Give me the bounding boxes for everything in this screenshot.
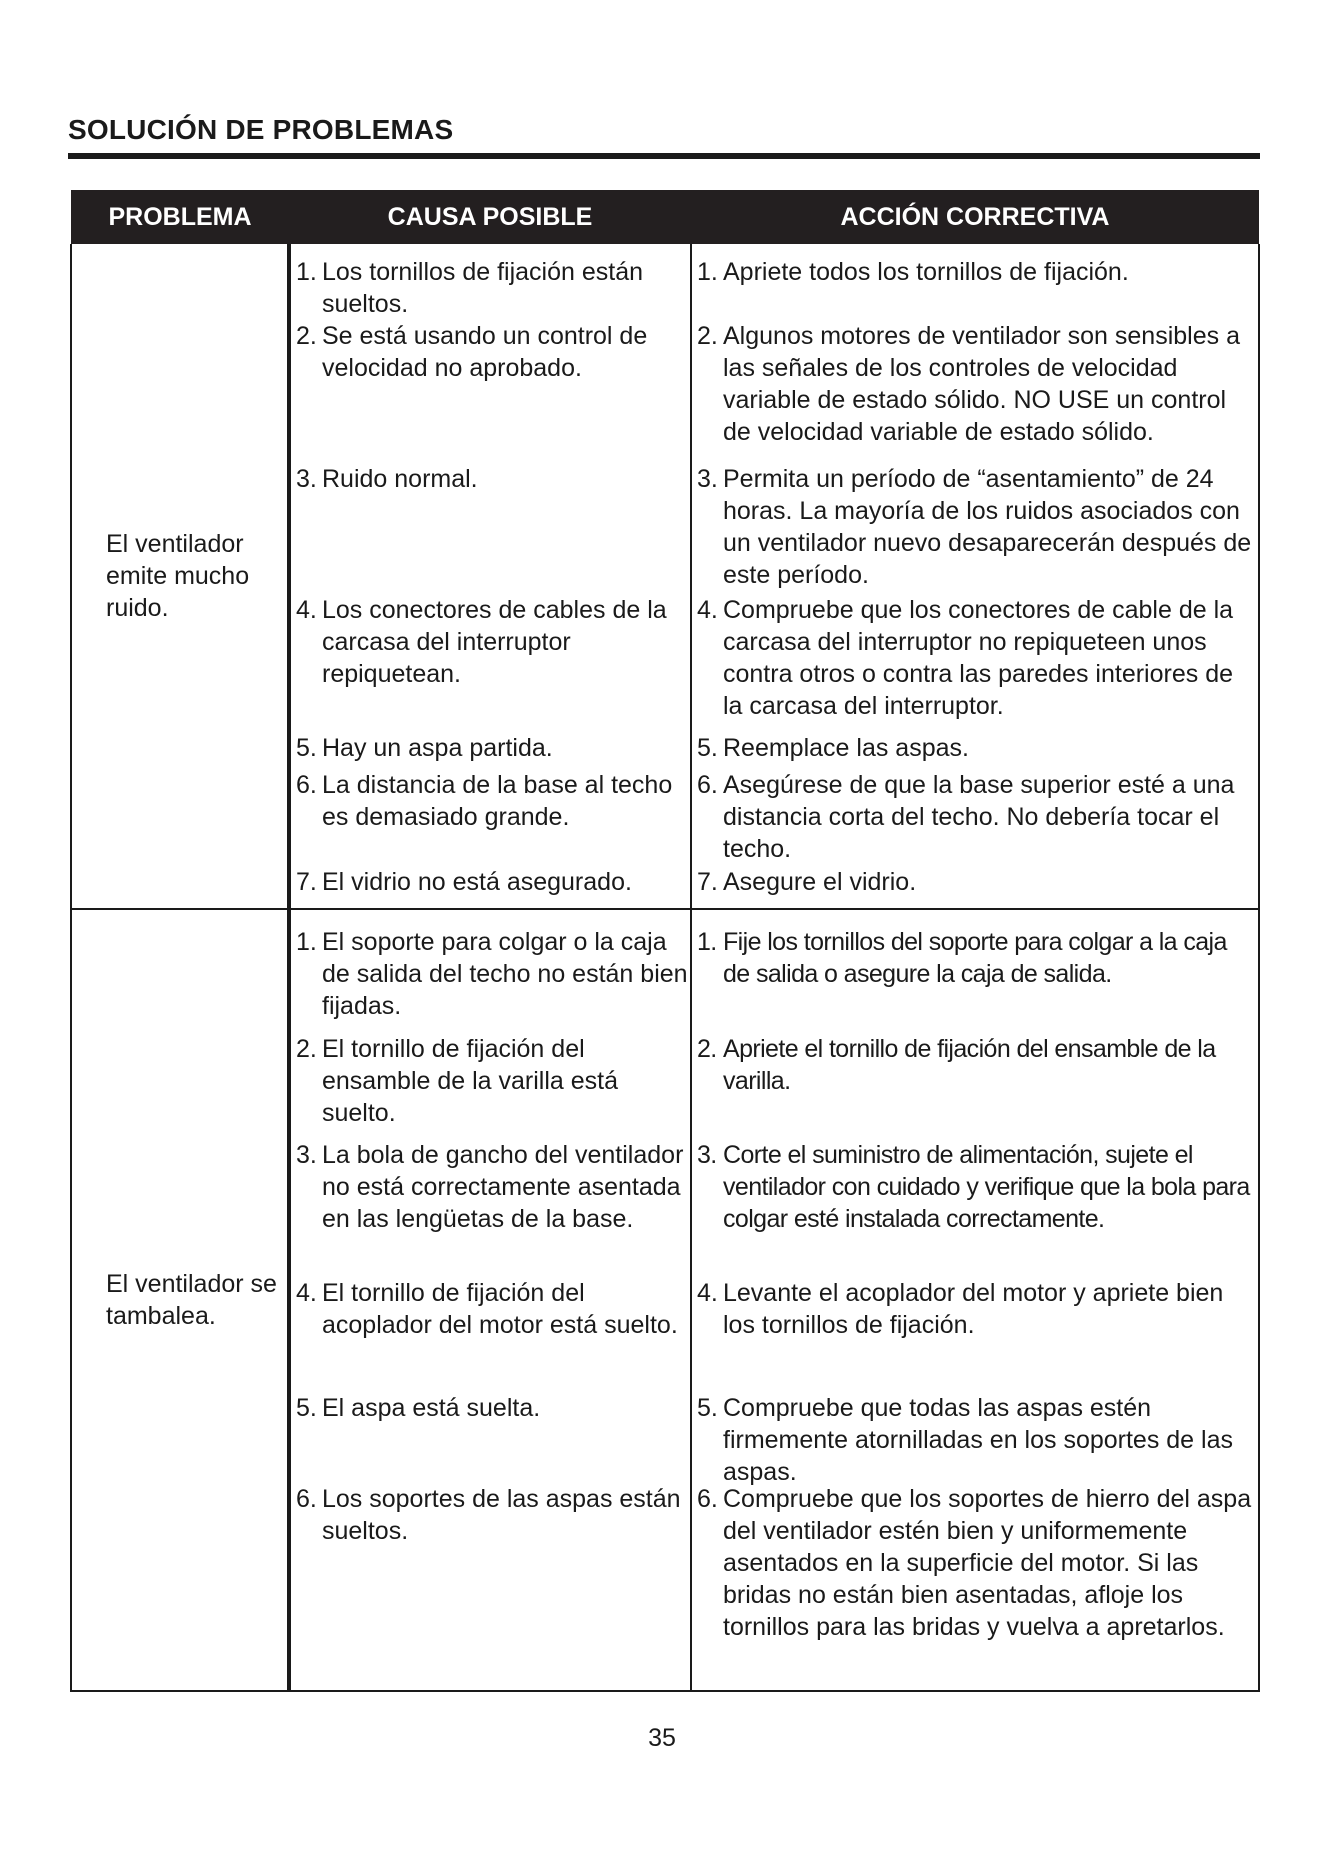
cause-cell (289, 244, 691, 909)
item-text: El vidrio no está asegurado. (322, 868, 632, 896)
item-text: El aspa está suelta. (322, 1394, 541, 1422)
list-item (692, 1033, 1258, 1139)
item-number: 1. (296, 258, 317, 286)
item-number: 2. (296, 1035, 317, 1063)
item-text: Apriete el tornillo de fijación del ensamble de la varilla. (723, 1035, 1216, 1095)
list-item (291, 1139, 690, 1277)
item-number: 6. (296, 771, 317, 799)
item-number: 4. (697, 596, 718, 624)
item-number: 4. (697, 1279, 718, 1307)
item-text: Hay un aspa partida. (322, 734, 553, 762)
item-number: 5. (296, 1394, 317, 1422)
item-text: Asegure el vidrio. (723, 868, 917, 896)
item-number: 3. (296, 1141, 317, 1169)
list-item (692, 320, 1258, 463)
item-text: Compruebe que los soportes de hierro del aspa del ventilador estén bien y uniformemente asentados en la superficie del motor. Si las bridas no están bien asentadas, afloje los tornillos para las bridas y vuelva a apretarlos. (723, 1485, 1252, 1641)
header-accion-correctiva: ACCIÓN CORRECTIVA (691, 190, 1259, 244)
page-number: 35 (648, 1724, 676, 1752)
list-item (692, 732, 1258, 769)
list-item (692, 1483, 1258, 1676)
list-item (291, 594, 690, 732)
item-text: Reemplace las aspas. (723, 734, 969, 762)
problem-cell (71, 909, 289, 1691)
list-item (291, 1277, 690, 1392)
item-number: 1. (697, 258, 718, 286)
item-number: 2. (697, 322, 718, 350)
problem-cell (71, 244, 289, 909)
list-item (291, 1392, 690, 1483)
item-number: 6. (697, 771, 718, 799)
header-problema: PROBLEMA (71, 190, 289, 244)
action-cell (691, 244, 1259, 909)
item-text: Fije los tornillos del soporte para colgar a la caja de salida o asegure la caja de salida. (723, 928, 1227, 988)
list-item (692, 926, 1258, 1033)
list-item (291, 866, 690, 898)
item-number: 1. (296, 928, 317, 956)
list-item (692, 1392, 1258, 1486)
item-number: 4. (296, 596, 317, 624)
item-text: Permita un período de “asentamiento” de 24 horas. La mayoría de los ruidos asociados con un ventilador nuevo desaparecerán después de este período. (723, 465, 1252, 589)
list-item (291, 1033, 690, 1139)
table-header-row (71, 190, 1259, 244)
item-text: El tornillo de fijación del acoplador del motor está suelto. (322, 1279, 678, 1339)
item-number: 3. (697, 465, 718, 493)
action-cell (691, 909, 1259, 1691)
list-item (692, 1277, 1258, 1392)
problem-text: El ventilador emite mucho ruido. (106, 530, 250, 622)
item-number: 5. (697, 734, 718, 762)
troubleshooting-table (70, 190, 1260, 1692)
list-item (692, 256, 1258, 320)
list-item (291, 1483, 690, 1676)
item-number: 5. (296, 734, 317, 762)
item-text: Algunos motores de ventilador son sensibles a las señales de los controles de velocidad variable de estado sólido. NO USE un control de velocidad variable de estado sólido. (723, 322, 1240, 446)
item-text: El tornillo de fijación del ensamble de la varilla está suelto. (322, 1035, 618, 1127)
item-number: 7. (697, 868, 718, 896)
item-number: 7. (296, 868, 317, 896)
list-item (291, 732, 690, 769)
list-item (291, 320, 690, 463)
item-text: Los tornillos de fijación están sueltos. (322, 258, 644, 318)
table-row (71, 244, 1259, 909)
list-item (692, 769, 1258, 866)
list-item (692, 463, 1258, 594)
list-item (291, 256, 690, 320)
item-number: 6. (697, 1485, 718, 1513)
list-item (692, 1139, 1258, 1277)
item-text: Levante el acoplador del motor y apriete bien los tornillos de fijación. (723, 1279, 1224, 1339)
item-text: Compruebe que los conectores de cable de la carcasa del interruptor no repiqueteen unos contra otros o contra las paredes interiores de la carcasa del interruptor. (723, 596, 1234, 720)
item-number: 3. (296, 465, 317, 493)
table-row (71, 909, 1259, 1691)
list-item (692, 594, 1258, 732)
list-item (291, 463, 690, 594)
item-text: Apriete todos los tornillos de fijación. (723, 258, 1129, 286)
item-text: La distancia de la base al techo es demasiado grande. (322, 771, 673, 831)
item-text: Los conectores de cables de la carcasa del interruptor repiquetean. (322, 596, 667, 688)
title-rule (68, 153, 1260, 159)
list-item (291, 926, 690, 1033)
item-text: Los soportes de las aspas están sueltos. (322, 1485, 681, 1545)
item-number: 1. (697, 928, 717, 956)
list-item (291, 769, 690, 866)
item-text: Compruebe que todas las aspas estén firmemente atornilladas en los soportes de las aspas. (723, 1394, 1233, 1486)
item-number: 2. (697, 1035, 717, 1063)
item-text: El soporte para colgar o la caja de salida del techo no están bien fijadas. (322, 928, 688, 1020)
item-number: 6. (296, 1485, 317, 1513)
cause-cell (289, 909, 691, 1691)
item-number: 3. (697, 1141, 717, 1169)
list-item (692, 866, 1258, 898)
item-text: Corte el suministro de alimentación, sujete el ventilador con cuidado y verifique que la bola para colgar esté instalada correctamente. (723, 1141, 1250, 1233)
item-text: Se está usando un control de velocidad no aprobado. (322, 322, 648, 382)
header-causa-posible: CAUSA POSIBLE (289, 190, 691, 244)
item-text: Asegúrese de que la base superior esté a una distancia corta del techo. No debería tocar el techo. (723, 771, 1235, 863)
problem-text: El ventilador se tambalea. (106, 1270, 277, 1330)
item-number: 2. (296, 322, 317, 350)
item-text: Ruido normal. (322, 465, 478, 493)
item-number: 5. (697, 1394, 718, 1422)
item-text: La bola de gancho del ventilador no está correctamente asentada en las lengüetas de la base. (322, 1141, 684, 1233)
page-title: SOLUCIÓN DE PROBLEMAS (68, 114, 454, 145)
item-number: 4. (296, 1279, 317, 1307)
